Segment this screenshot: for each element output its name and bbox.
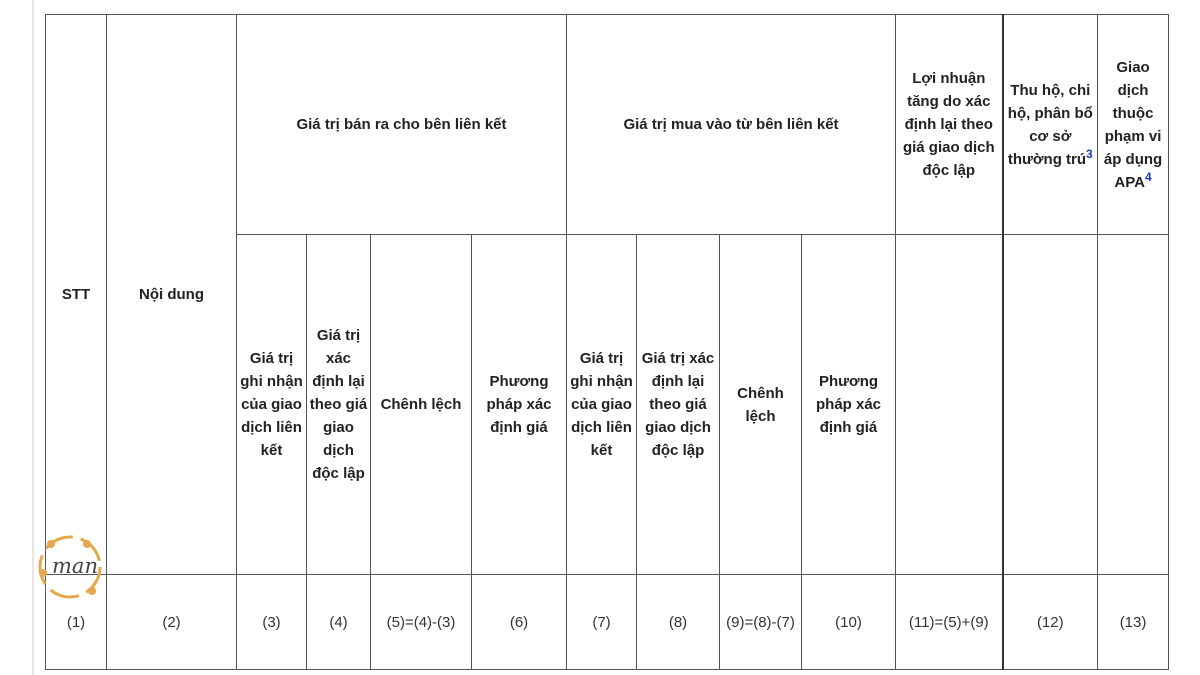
header-c5: Chênh lệch (371, 235, 472, 575)
header-c10: Phương pháp xác định giá (802, 235, 896, 575)
footnote-3[interactable]: 3 (1086, 146, 1093, 161)
watermark-dot (39, 569, 47, 577)
header-col11: Lợi nhuận tăng do xác định lại theo giá giao dịch độc lập (896, 15, 1003, 235)
form-sheet (45, 14, 1170, 675)
col-number: (9)=(8)-(7) (720, 575, 802, 670)
col-number: (11)=(5)+(9) (896, 575, 1003, 670)
header-c6: Phương pháp xác định giá (472, 235, 567, 575)
col-number: (7) (567, 575, 637, 670)
col-number: (3) (237, 575, 307, 670)
header-c12-empty (1003, 235, 1098, 575)
watermark-text: man (52, 554, 98, 578)
footnote-4[interactable]: 4 (1144, 169, 1152, 184)
header-c7: Giá trị ghi nhận của giao dịch liên kết (567, 235, 637, 575)
watermark-dot (47, 540, 55, 548)
header-stt: STT (46, 15, 107, 575)
col-number: (8) (637, 575, 720, 670)
col-number: (10) (802, 575, 896, 670)
header-c8: Giá trị xác định lại theo giá giao dịch độc lập (637, 235, 720, 575)
header-noi-dung: Nội dung (107, 15, 237, 575)
col-number: (5)=(4)-(3) (371, 575, 472, 670)
header-group-sale: Giá trị bán ra cho bên liên kết (237, 15, 567, 235)
numbering-row (46, 575, 1169, 670)
header-c9: Chênh lệch (720, 235, 802, 575)
col-number: (6) (472, 575, 567, 670)
header-group-purchase: Giá trị mua vào từ bên liên kết (567, 15, 896, 235)
header-col12 (1003, 15, 1098, 235)
header-c3: Giá trị ghi nhận của giao dịch liên kết (237, 235, 307, 575)
col-number: (4) (307, 575, 371, 670)
col-number: (12) (1003, 575, 1098, 670)
col-number: (1) (46, 575, 107, 670)
header-col13-text: Giao dịch thuộc phạm vi áp dụng APA (1103, 58, 1163, 191)
watermark-dot (83, 540, 91, 548)
col-number: (2) (107, 575, 237, 670)
header-c11-empty (896, 235, 1003, 575)
header-c4: Giá trị xác định lại theo giá giao dịch độc lập (307, 235, 371, 575)
col-number: (13) (1098, 575, 1169, 670)
header-col13 (1098, 15, 1169, 235)
watermark-logo (29, 527, 111, 609)
watermark-dot (88, 587, 96, 595)
header-col12-text: Thu hộ, chi hộ, phân bổ cơ sở thường trú (1007, 81, 1093, 168)
header-c13-empty (1098, 235, 1169, 575)
transfer-pricing-table (45, 14, 1169, 670)
